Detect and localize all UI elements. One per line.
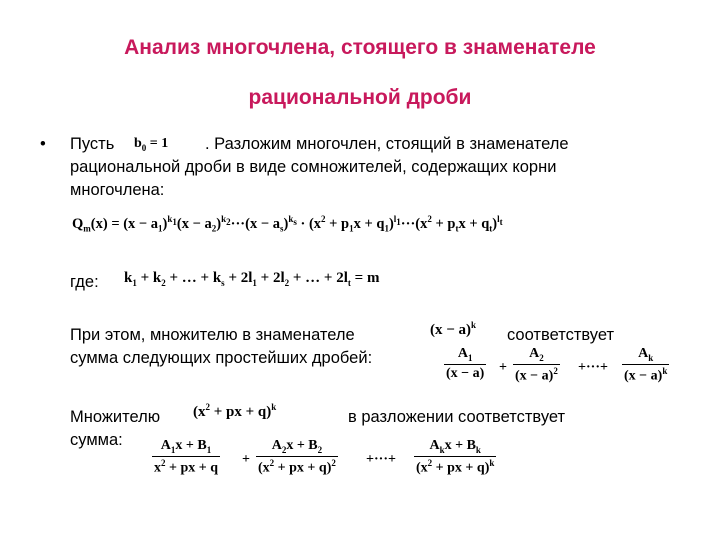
bullet: •: [40, 135, 46, 153]
paragraph-3-line-1a: Множителю: [70, 408, 161, 426]
paragraph-3-line-2: сумма:: [70, 431, 123, 449]
where-label: где:: [70, 273, 99, 291]
formula-factorization: $Q_m(x) = (x - a_1)^{k_1}(x - a_2)^{k_2}\cdot\cdot\cdot(x - a_s)^{k_s} \cdot (x^2 + p_1x + q_1)^{l_1}\cdot\cdot\cdot(x^2 + p_tx + q_t)^{l_t}$: [72, 214, 503, 234]
paragraph-1-after: . Разложим многочлен, стоящий в знаменателе: [205, 135, 569, 153]
fraction-a1: $A_1$ (x − a): [446, 346, 485, 381]
paragraph-1-start: Пусть: [70, 135, 115, 153]
paragraph-3-line-1b: в разложении соответствует: [348, 408, 566, 426]
fraction-a2: $A_2$ $(x - a)^2$: [515, 346, 558, 384]
fraction-b1: $A_1x + B_1$ $x^2$ + px + q: [154, 438, 219, 476]
plus-sign-2: +: [242, 452, 250, 467]
slide-title-line-1: Анализ многочлена, стоящего в знаменателе: [124, 36, 596, 59]
formula-linear-factor: $(x - a)^k$: [430, 320, 477, 338]
ellipsis-sum-2: +···+: [366, 452, 396, 467]
plus-sign: +: [499, 360, 507, 375]
paragraph-2-line-1b: соответствует: [507, 326, 615, 344]
paragraph-1-line-3: многочлена:: [70, 181, 165, 199]
paragraph-2-line-2: сумма следующих простейших дробей:: [70, 349, 373, 367]
formula-quadratic-factor: ($x^2$ + px + q)$^k$: [193, 402, 277, 420]
slide-title-line-2: рациональной дроби: [248, 86, 472, 109]
paragraph-2-line-1a: При этом, множителю в знаменателе: [70, 326, 355, 344]
paragraph-1-line-2: рациональной дроби в виде сомножителей, содержащих корни: [70, 158, 557, 176]
fraction-b2: $A_2x + B_2$ ($x^2$ + px + q)$^2$: [258, 438, 336, 476]
fraction-ak: $A_k$ $(x - a)^k$: [624, 346, 668, 384]
ellipsis-sum: +···+: [578, 360, 608, 375]
formula-degree-sum: $k_1 + k_2$ + … + $k_s + 2l_1 + 2l_2$ + … + $2l_t = m$: [124, 270, 380, 288]
fraction-bk: $A_kx + B_k$ ($x^2$ + px + q)$^k$: [416, 438, 495, 476]
formula-b0: $b_0 = 1$: [134, 136, 169, 153]
